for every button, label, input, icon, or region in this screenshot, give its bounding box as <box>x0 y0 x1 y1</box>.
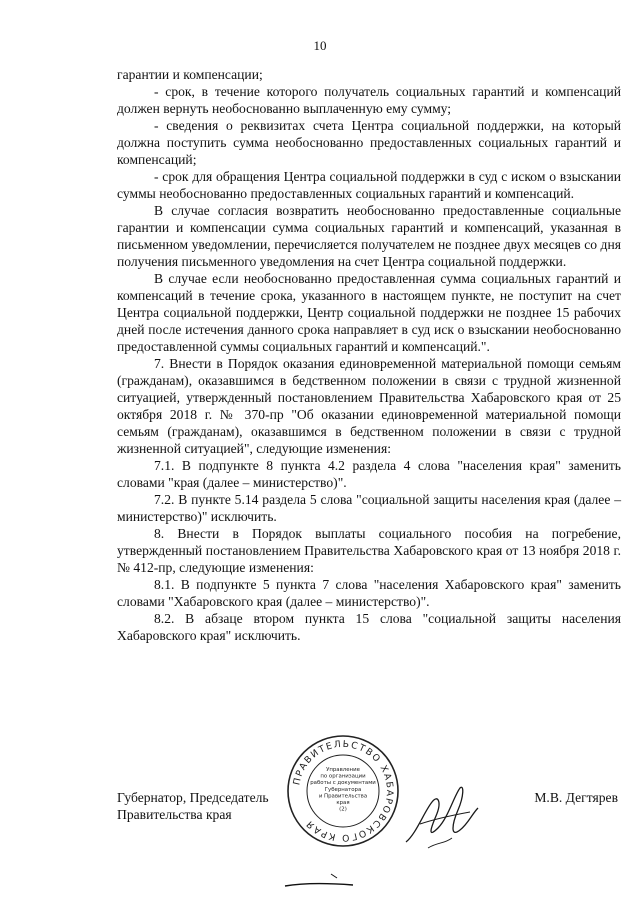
svg-text:(2): (2) <box>339 806 347 813</box>
signature-title-line: Правительства края <box>117 807 232 822</box>
svg-text:Губернатора: Губернатора <box>324 786 362 793</box>
handwritten-signature <box>398 772 484 856</box>
svg-text:по организации: по организации <box>320 773 366 780</box>
paragraph: 7.2. В пункте 5.14 раздела 5 слова "социальной защиты населения края (далее – министерство)" исключить. <box>117 492 621 524</box>
svg-text:ПРАВИТЕЛЬСТВО ХАБАРОВСКОГО КРА: ПРАВИТЕЛЬСТВО ХАБАРОВСКОГО КРАЯ <box>291 738 396 844</box>
body-text <box>117 66 621 644</box>
paragraph: 7. Внести в Порядок оказания единовременной материальной помощи семьям (гражданам), оказавшимся в бедственном положении в связи с трудной жизненной ситуацией, утвержденный постановлением Правительства Хабаровского края от 25 октября 2018 г. № 370-пр "Об оказании единовременной материальной помощи семьям (гражданам), оказавшимся в бедственном положении в связи с трудной жизненной ситуацией", следующие изменения: <box>117 356 621 456</box>
paragraph: - срок, в течение которого получатель социальных гарантий и компенсаций должен вернуть необоснованно выплаченную ему сумму; <box>117 84 621 116</box>
signature-title-line: Губернатор, Председатель <box>117 790 269 805</box>
bottom-stroke-mark <box>283 870 363 892</box>
paragraph: - срок для обращения Центра социальной поддержки в суд с иском о взыскании суммы необоснованно предоставленных социальных гарантий и компенсаций. <box>117 169 621 201</box>
official-seal <box>285 733 401 849</box>
svg-text:работы с документами: работы с документами <box>310 780 376 787</box>
paragraph: гарантии и компенсации; <box>117 67 263 82</box>
paragraph: 8.2. В абзаце втором пункта 15 слова "социальной защиты населения Хабаровского края" исключить. <box>117 611 621 643</box>
svg-text:Управление: Управление <box>326 767 360 773</box>
svg-text:края: края <box>336 800 350 806</box>
paragraph: 8. Внести в Порядок выплаты социального пособия на погребение, утвержденный постановлением Правительства Хабаровского края от 13 ноября 2018 г. № 412-пр, следующие изменения: <box>117 526 621 575</box>
paragraph: В случае если необоснованно предоставленная сумма социальных гарантий и компенсаций в течение срока, указанного в настоящем пункте, не поступит на счет Центра социальной поддержки, Центр социальной поддержки не позднее 15 рабочих дней после истечения данного срока направляет в суд иск о взыскании необоснованно предоставленной суммы социальных гарантий и компенсаций.". <box>117 271 621 354</box>
page-number: 10 <box>313 38 327 53</box>
svg-text:и Правительства: и Правительства <box>318 793 368 800</box>
paragraph: - сведения о реквизитах счета Центра социальной поддержки, на который должна поступить сумма необоснованно предоставленных социальных гарантий и компенсаций; <box>117 118 621 167</box>
paragraph: 8.1. В подпункте 5 пункта 7 слова "населения Хабаровского края" заменить словами "Хабаровского края (далее – министерство)". <box>117 577 621 609</box>
paragraph: 7.1. В подпункте 8 пункта 4.2 раздела 4 слова "населения края" заменить словами "края (далее – министерство)". <box>117 458 621 490</box>
signature-title <box>117 789 269 823</box>
signatory-name: М.В. Дегтярев <box>534 790 618 805</box>
paragraph: В случае согласия возвратить необоснованно предоставленные социальные гарантии и компенсации сумма социальных гарантий и компенсаций, указанная в письменном уведомлении, перечисляется получателем не позднее двух месяцев со дня получения письменного уведомления на счет Центра социальной поддержки. <box>117 203 621 269</box>
